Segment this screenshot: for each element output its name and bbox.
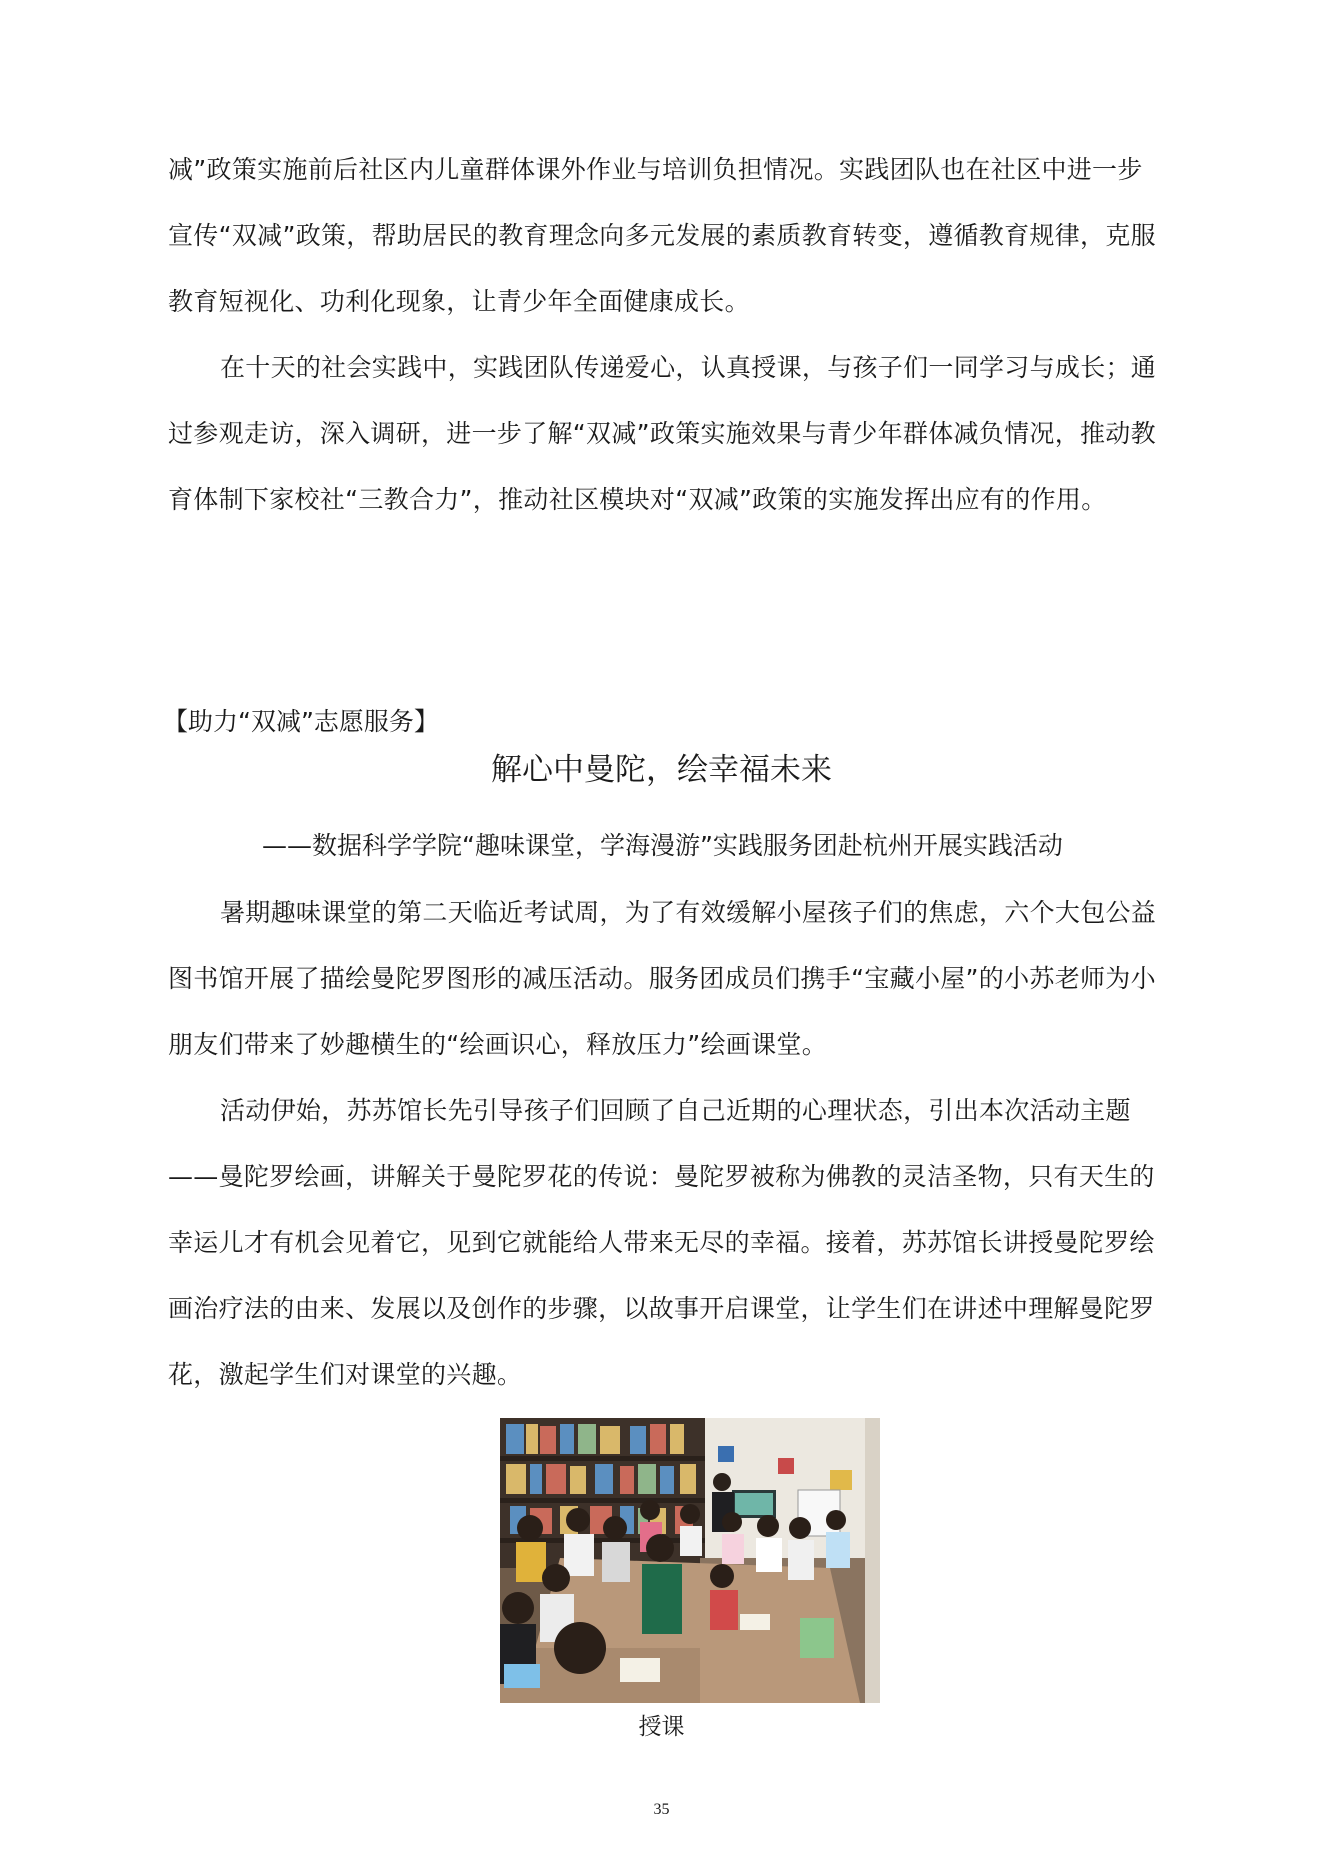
article-body <box>168 880 1160 1408</box>
page-number: 35 <box>653 1801 670 1818</box>
paragraph: 活动伊始，苏苏馆长先引导孩子们回顾了自己近期的心理状态，引出本次活动主题——曼陀罗绘画，讲解关于曼陀罗花的传说：曼陀罗被称为佛教的灵洁圣物，只有天生的幸运儿才有机会见着它，见到它就能给人带来无尽的幸福。接着，苏苏馆长讲授曼陀罗绘画治疗法的由来、发展以及创作的步骤，以故事开启课堂，让学生们在讲述中理解曼陀罗花，激起学生们对课堂的兴趣。 <box>168 1096 1155 1389</box>
classroom-photo <box>500 1418 880 1703</box>
article-title: 解心中曼陀，绘幸福未来 <box>491 752 832 788</box>
section-label: 【助力“双减”志愿服务】 <box>163 707 439 736</box>
intro-text <box>168 137 1160 533</box>
paragraph: 在十天的社会实践中，实践团队传递爱心，认真授课，与孩子们一同学习与成长；通过参观走访，深入调研，进一步了解“双减”政策实施效果与青少年群体减负情况，推动教育体制下家校社“三教合力”，推动社区模块对“双减”政策的实施发挥出应有的作用。 <box>168 353 1157 514</box>
paragraph: 减”政策实施前后社区内儿童群体课外作业与培训负担情况。实践团队也在社区中进一步宣传“双减”政策，帮助居民的教育理念向多元发展的素质教育转变，遵循教育规律，克服教育短视化、功利化现象，让青少年全面健康成长。 <box>168 155 1156 316</box>
photo-caption: 授课 <box>638 1714 685 1740</box>
article-subtitle: ——数据科学学院“趣味课堂，学海漫游”实践服务团赴杭州开展实践活动 <box>262 831 1063 860</box>
paragraph: 暑期趣味课堂的第二天临近考试周，为了有效缓解小屋孩子们的焦虑，六个大包公益图书馆开展了描绘曼陀罗图形的减压活动。服务团成员们携手“宝藏小屋”的小苏老师为小朋友们带来了妙趣横生的“绘画识心，释放压力”绘画课堂。 <box>168 898 1157 1059</box>
